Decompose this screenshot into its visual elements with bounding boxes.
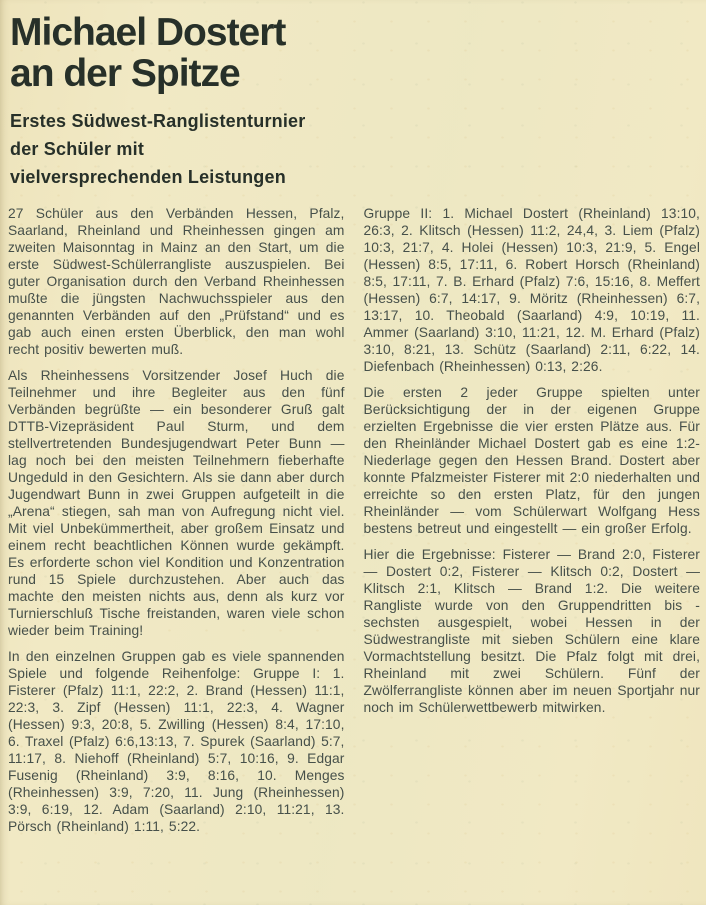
subtitle-line-3: vielversprechenden Leistungen bbox=[10, 167, 286, 187]
article-headline bbox=[8, 12, 700, 94]
paragraph-final-placings: Die ersten 2 jeder Gruppe spielten unter Berücksichtigung der in der eigenen Gruppe erzielten Ergebnisse die vier ersten Plätze aus. Für den Rheinländer Michael Dostert gab es eine 1:2-Niederlage gegen den Hessen Brand. Dostert aber konnte Pfalzmeister Fisterer mit 2:0 niederhalten und erreichte so den ersten Platz, für den jungen Rheinländer — vom Schülerwart Wolfgang Hess bestens betreut und eingestellt — ein großer Erfolg. bbox=[363, 385, 700, 536]
paragraph-gruppe-2-results: Gruppe II: 1. Michael Dostert (Rheinland) 13:10, 26:3, 2. Klitsch (Hessen) 11:2, 24,4, 3. Liem (Pfalz) 10:3, 21:7, 4. Holei (Hessen) 10:3, 21:9, 5. Engel (Hessen) 8:5, 17:11, 6. Robert Horsch (Rheinland) 8:5, 17:11, 7. B. Erhard (Pfalz) 7:6, 15:16, 8. Meffert (Hessen) 6:7, 14:17, 9. Möritz (Rheinhessen) 6:7, 13:17, 10. Theobald (Saarland) 4:9, 10:19, 11. Ammer (Saarland) 3:10, 11:21, 12. M. Erhard (Pfalz) 3:10, 8:21, 13. Schütz (Saarland) 2:11, 6:22, 14. Diefenbach (Rheinhessen) 0:13, 2:26. bbox=[363, 206, 700, 374]
paragraph-intro: 27 Schüler aus den Verbänden Hessen, Pfalz, Saarland, Rheinland und Rheinhessen gingen am zweiten Maisonntag in Mainz an den Start, um die erste Südwest-Schülerrangliste auszuspielen. Bei guter Organisation durch den Verband Rheinhessen mußte die jüngsten Nachwuchsspieler aus den genannten Verbänden auf den „Prüfstand“ und es gab auch einen ersten Überblick, den man wohl recht positiv bewerten muß. bbox=[8, 206, 345, 357]
headline-line-2: an der Spitze bbox=[10, 52, 240, 95]
subtitle-line-1: Erstes Südwest-Ranglistenturnier bbox=[10, 111, 306, 131]
left-column bbox=[8, 205, 345, 844]
paragraph-gruppe-1-results: In den einzelnen Gruppen gab es viele spannenden Spiele und folgende Reihenfolge: Gruppe I: 1. Fisterer (Pfalz) 11:1, 22:2, 2. Brand (Hessen) 11:1, 22:3, 3. Zipf (Hessen) 11:1, 22:3, 4. Wagner (Hessen) 9:3, 20:8, 5. Zwilling (Hessen) 8:4, 17:10, 6. Traxel (Pfalz) 6:6,13:13, 7. Spurek (Saarland) 5:7, 11:17, 8. Niehoff (Rheinland) 5:7, 10:16, 9. Edgar Fusenig (Rheinland) 3:9, 8:16, 10. Menges (Rheinhessen) 3:9, 7:20, 11. Jung (Rheinhessen) 3:9, 6:19, 12. Adam (Saarland) 2:10, 11:21, 13. Pörsch (Rheinland) 1:11, 5:22. bbox=[8, 649, 345, 834]
article-body bbox=[8, 205, 700, 844]
headline-line-1: Michael Dostert bbox=[10, 11, 286, 54]
article-subtitle bbox=[8, 107, 700, 191]
right-column bbox=[364, 205, 701, 844]
paragraph-final-results: Hier die Ergebnisse: Fisterer — Brand 2:0, Fisterer — Dostert 0:2, Fisterer — Klitsch 0:2, Dostert — Klitsch 2:1, Klitsch — Brand 1:2. Die weitere Rangliste wurde von den Gruppendritten bis -sechsten ausgespielt, wobei Hessen in der Südwestrangliste mit sieben Schülern eine klare Vormachtstellung besitzt. Die Pfalz folgt mit drei, Rheinland mit zwei Schülern. Fünf der Zwölferrangliste können aber im neuen Sportjahr nur noch im Schülerwettbewerb mitwirken. bbox=[363, 547, 700, 715]
paragraph-tournament-report: Als Rheinhessens Vorsitzender Josef Huch die Teilnehmer und ihre Begleiter aus den fünf Verbänden begrüßte — ein besonderer Gruß galt DTTB-Vizepräsident Paul Sturm, und dem stellvertretenden Bundesjugendwart Peter Bunn — lag noch bei den meisten Teilnehmern fieberhafte Ungeduld in den Gesichtern. Als sie dann aber durch Jugendwart Bunn in zwei Gruppen aufgeteilt in die „Arena“ stiegen, sah man von Aufregung nicht viel. Mit viel Unbekümmertheit, aber großem Einsatz und einem recht beachtlichen Können wurde gekämpft. Es erforderte schon viel Kondition und Konzentration rund 15 Spiele durchzustehen. Aber auch das machte den meisten nichts aus, denn als kurz vor Turnierschluß Tische freistanden, waren viele schon wieder beim Training! bbox=[8, 368, 345, 638]
subtitle-line-2: der Schüler mit bbox=[10, 139, 145, 159]
